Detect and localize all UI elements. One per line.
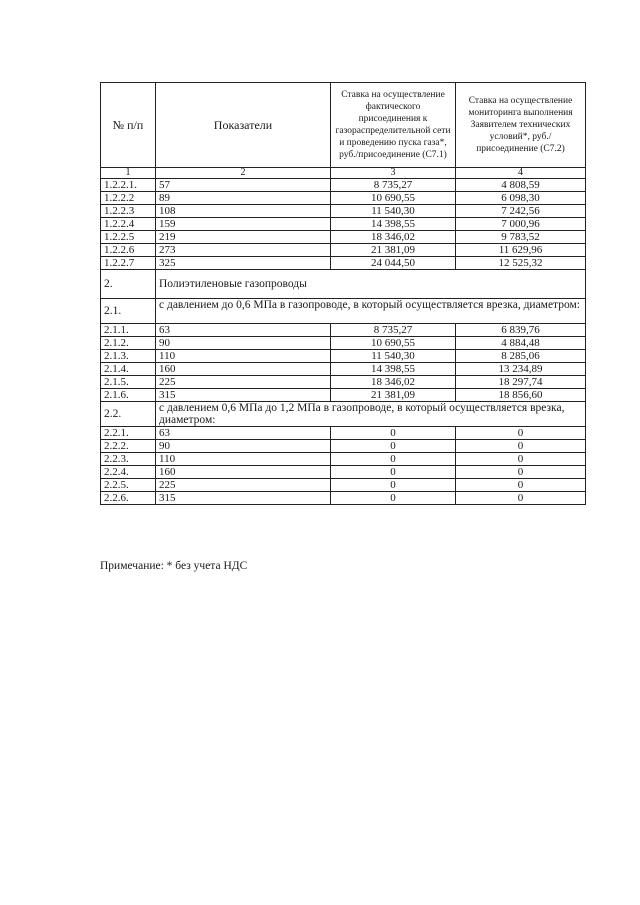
column-number: 2 (156, 168, 331, 179)
row-rate-c72: 7 242,56 (456, 205, 586, 218)
table-row (101, 205, 586, 218)
footnote: Примечание: * без учета НДС (100, 560, 248, 572)
row-number: 2.1.4. (101, 363, 156, 376)
subsection-title: с давлением до 0,6 МПа в газопроводе, в который осуществляется врезка, диаметром: (156, 299, 586, 324)
row-rate-c72: 18 856,60 (456, 389, 586, 402)
row-rate-c71: 11 540,30 (331, 350, 456, 363)
table-row (101, 337, 586, 350)
table-header-row (101, 83, 586, 168)
table-row (101, 179, 586, 192)
table-row (101, 192, 586, 205)
column-number: 3 (331, 168, 456, 179)
row-rate-c71: 10 690,55 (331, 337, 456, 350)
row-rate-c71: 11 540,30 (331, 205, 456, 218)
table-row (101, 389, 586, 402)
row-diameter: 110 (156, 453, 331, 466)
row-number: 1.2.2.1. (101, 179, 156, 192)
row-rate-c72: 13 234,89 (456, 363, 586, 376)
rates-table (100, 82, 586, 505)
row-number: 2.2.5. (101, 479, 156, 492)
row-diameter: 225 (156, 479, 331, 492)
header-rate-c72: Ставка на осуществление мониторинга выполнения Заявителем технических условий*, руб./присоединение (С7.2) (456, 83, 586, 168)
table-row (101, 231, 586, 244)
section-number: 2. (101, 270, 156, 299)
header-rate-c71: Ставка на осуществление фактического присоединения к газораспределительной сети и проведению пуска газа*, руб./присоединение (С7.1) (331, 83, 456, 168)
row-rate-c71: 14 398,55 (331, 363, 456, 376)
row-rate-c72: 0 (456, 440, 586, 453)
row-rate-c71: 10 690,55 (331, 192, 456, 205)
row-diameter: 325 (156, 257, 331, 270)
section-row (101, 270, 586, 299)
row-rate-c71: 0 (331, 427, 456, 440)
row-rate-c71: 0 (331, 492, 456, 505)
row-number: 2.1.2. (101, 337, 156, 350)
pe-22-rows (101, 427, 586, 505)
subsection-row (101, 402, 586, 427)
row-number: 1.2.2.2 (101, 192, 156, 205)
row-diameter: 315 (156, 492, 331, 505)
table-row (101, 244, 586, 257)
column-number: 4 (456, 168, 586, 179)
row-rate-c71: 24 044,50 (331, 257, 456, 270)
row-diameter: 90 (156, 440, 331, 453)
row-rate-c72: 4 884,48 (456, 337, 586, 350)
row-diameter: 57 (156, 179, 331, 192)
header-indicators: Показатели (156, 83, 331, 168)
row-number: 1.2.2.4 (101, 218, 156, 231)
row-diameter: 225 (156, 376, 331, 389)
section-title: Полиэтиленовые газопроводы (156, 270, 586, 299)
row-number: 1.2.2.5 (101, 231, 156, 244)
row-rate-c72: 4 808,59 (456, 179, 586, 192)
table-row (101, 363, 586, 376)
table-row (101, 440, 586, 453)
row-rate-c72: 0 (456, 427, 586, 440)
subsection-number: 2.2. (101, 402, 156, 427)
table-row (101, 324, 586, 337)
row-rate-c72: 6 098,30 (456, 192, 586, 205)
steel-rows (101, 179, 586, 270)
pe-21-rows (101, 324, 586, 402)
row-number: 2.2.6. (101, 492, 156, 505)
row-number: 2.1.1. (101, 324, 156, 337)
table-row (101, 257, 586, 270)
row-rate-c71: 21 381,09 (331, 244, 456, 257)
row-number: 2.2.2. (101, 440, 156, 453)
row-rate-c71: 18 346,02 (331, 376, 456, 389)
row-rate-c71: 0 (331, 440, 456, 453)
row-rate-c71: 8 735,27 (331, 179, 456, 192)
row-rate-c72: 7 000,96 (456, 218, 586, 231)
row-diameter: 108 (156, 205, 331, 218)
subsection-title: с давлением 0,6 МПа до 1,2 МПа в газопроводе, в который осуществляется врезка, диаметром: (156, 402, 586, 427)
row-diameter: 159 (156, 218, 331, 231)
row-diameter: 89 (156, 192, 331, 205)
row-rate-c71: 8 735,27 (331, 324, 456, 337)
row-rate-c72: 0 (456, 492, 586, 505)
row-diameter: 219 (156, 231, 331, 244)
table-row (101, 350, 586, 363)
table-row (101, 466, 586, 479)
row-number: 2.2.4. (101, 466, 156, 479)
table-row (101, 218, 586, 231)
row-rate-c71: 18 346,02 (331, 231, 456, 244)
row-rate-c72: 0 (456, 453, 586, 466)
row-diameter: 90 (156, 337, 331, 350)
column-number-row (101, 168, 586, 179)
row-number: 2.1.5. (101, 376, 156, 389)
row-number: 1.2.2.7 (101, 257, 156, 270)
row-rate-c71: 0 (331, 466, 456, 479)
row-rate-c72: 18 297,74 (456, 376, 586, 389)
row-diameter: 110 (156, 350, 331, 363)
table-row (101, 479, 586, 492)
table-row (101, 427, 586, 440)
row-rate-c72: 6 839,76 (456, 324, 586, 337)
row-diameter: 315 (156, 389, 331, 402)
row-rate-c72: 11 629,96 (456, 244, 586, 257)
table-row (101, 376, 586, 389)
column-number: 1 (101, 168, 156, 179)
row-rate-c72: 8 285,06 (456, 350, 586, 363)
row-number: 1.2.2.3 (101, 205, 156, 218)
row-diameter: 160 (156, 363, 331, 376)
row-rate-c71: 21 381,09 (331, 389, 456, 402)
row-rate-c71: 0 (331, 479, 456, 492)
row-diameter: 63 (156, 324, 331, 337)
row-diameter: 160 (156, 466, 331, 479)
row-rate-c72: 12 525,32 (456, 257, 586, 270)
row-number: 2.2.3. (101, 453, 156, 466)
row-number: 1.2.2.6 (101, 244, 156, 257)
header-number: № п/п (101, 83, 156, 168)
row-rate-c72: 0 (456, 466, 586, 479)
row-number: 2.1.6. (101, 389, 156, 402)
table-row (101, 453, 586, 466)
subsection-row (101, 299, 586, 324)
row-rate-c72: 9 783,52 (456, 231, 586, 244)
row-diameter: 273 (156, 244, 331, 257)
row-number: 2.1.3. (101, 350, 156, 363)
subsection-number: 2.1. (101, 299, 156, 324)
table-row (101, 492, 586, 505)
row-rate-c72: 0 (456, 479, 586, 492)
row-number: 2.2.1. (101, 427, 156, 440)
row-diameter: 63 (156, 427, 331, 440)
row-rate-c71: 14 398,55 (331, 218, 456, 231)
row-rate-c71: 0 (331, 453, 456, 466)
